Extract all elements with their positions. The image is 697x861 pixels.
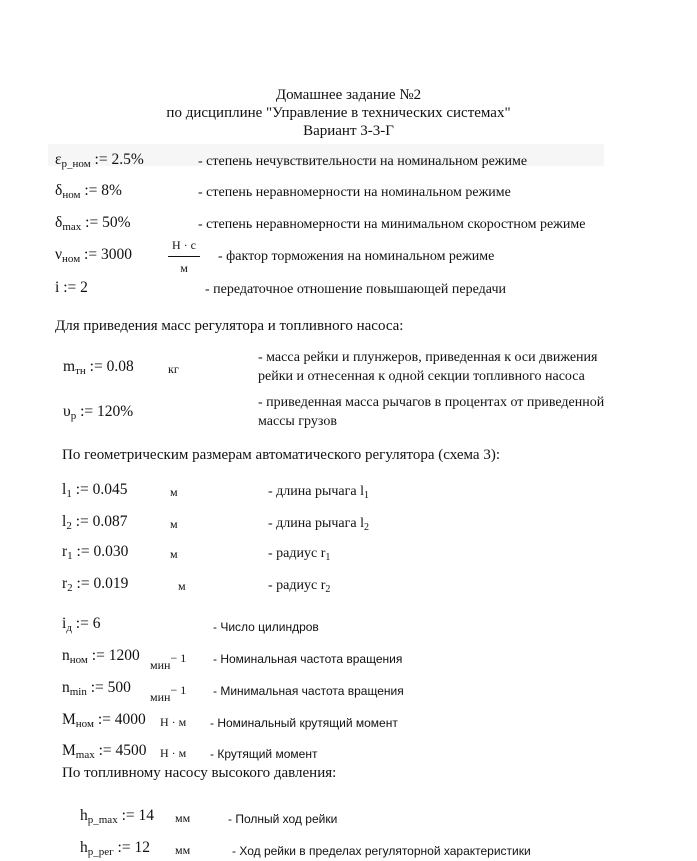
doc-subtitle: по дисциплине "Управление в технических системах" (166, 105, 511, 121)
variable-value: := 2 (59, 279, 88, 296)
comment-i (205, 280, 506, 299)
comment-text: - длина рычага l (268, 516, 364, 531)
variable-delta-nom (55, 182, 122, 201)
unit-label: мм (175, 811, 191, 825)
unit (160, 746, 186, 761)
section-header-pump: По топливному насосу высокого давления: (62, 765, 337, 781)
unit-label: Н · м (160, 715, 187, 729)
variable-subscript: ном (62, 253, 81, 265)
comment-eps-p-nom (198, 152, 527, 171)
comment-subscript: 2 (325, 584, 331, 595)
variable-subscript: ном (69, 654, 88, 666)
unit-label: м (170, 547, 178, 561)
variable-name: h (80, 839, 88, 856)
variable-value: := 0.019 (72, 575, 129, 592)
variable-value: := 0.030 (72, 543, 129, 560)
comment-r2 (268, 576, 330, 599)
variable-subscript: min (69, 686, 87, 698)
variable-l1 (62, 481, 128, 500)
comment-m-max (210, 745, 317, 764)
variable-subscript: p (70, 410, 77, 422)
comment-text: - фактор торможения на номинальном режиме (218, 249, 495, 264)
doc-variant: Вариант 3-3-Г (303, 123, 394, 139)
variable-name: M (62, 711, 76, 728)
comment-text: - Число цилиндров (213, 620, 319, 634)
comment-l1 (268, 482, 369, 505)
variable-value: := 4000 (93, 711, 146, 728)
variable-name: l (62, 513, 67, 530)
variable-name: δ (55, 214, 63, 231)
unit-numerator: Н · с (168, 238, 200, 257)
comment-nu-nom (218, 247, 494, 266)
comment-m-nom (210, 714, 398, 733)
variable-value: := 4500 (94, 742, 147, 759)
variable-value: := 3000 (80, 246, 132, 263)
unit (170, 517, 178, 532)
variable-value: := 0.08 (85, 358, 134, 375)
variable-name: ε (55, 151, 62, 168)
variable-r1 (62, 543, 128, 562)
comment-text-line2: рейки и отнесенная к одной секции топливного насоса (258, 369, 585, 384)
comment-text: - степень неравномерности на минимальном скоростном режиме (198, 217, 586, 232)
comment-n-nom (213, 650, 402, 669)
variable-name: ν (55, 246, 63, 263)
variable-name: n (62, 647, 70, 664)
comment-delta-nom (198, 183, 511, 202)
variable-subscript: ном (62, 189, 81, 201)
comment-text: - радиус r (268, 578, 326, 593)
unit-label: Н · м (160, 746, 187, 760)
unit (175, 811, 190, 826)
comment-subscript: 2 (363, 522, 369, 533)
comment-text: - Ход рейки в пределах регуляторной характеристики (232, 844, 531, 858)
unit (178, 579, 186, 594)
unit-exponent: − 1 (170, 651, 187, 665)
unit (168, 362, 179, 377)
variable-name: n (62, 679, 70, 696)
unit-label: мм (175, 843, 191, 857)
unit (150, 651, 186, 673)
comment-text-line2: массы грузов (258, 414, 337, 429)
variable-name: r (62, 543, 68, 560)
comment-subscript: 1 (363, 490, 369, 501)
variable-name: δ (55, 182, 63, 199)
comment-hp-reg (232, 842, 531, 861)
variable-value: := 0.087 (71, 513, 128, 530)
unit-label: м (170, 485, 178, 499)
unit-fraction (168, 238, 200, 276)
variable-value: := 0.045 (71, 481, 128, 498)
variable-subscript: p_max (87, 814, 118, 826)
comment-text: - степень нечувствительности на номинальном режиме (198, 154, 528, 169)
variable-hp-reg (80, 839, 150, 858)
variable-name: h (80, 807, 88, 824)
variable-subscript: ном (75, 718, 94, 730)
unit (160, 715, 186, 730)
variable-subscript: p_ном (61, 158, 91, 170)
comment-r1 (268, 544, 330, 567)
variable-subscript: 1 (67, 550, 73, 562)
comment-text: - радиус r (268, 546, 326, 561)
variable-subscript: д (66, 622, 72, 634)
variable-name: i (62, 615, 67, 632)
variable-value: := 8% (80, 182, 122, 199)
comment-text: - Крутящий момент (210, 747, 318, 761)
variable-m-max (62, 742, 147, 761)
section-header-mass: Для приведения масс регулятора и топливного насоса: (55, 318, 404, 334)
variable-name: r (62, 575, 68, 592)
comment-text: - Номинальный крутящий момент (210, 716, 398, 730)
unit-label: мин (150, 690, 171, 704)
variable-nu-nom (55, 246, 132, 265)
comment-text: - Номинальная частота вращения (213, 652, 403, 666)
unit-exponent: − 1 (170, 683, 187, 697)
variable-subscript: 1 (66, 488, 72, 500)
variable-value: := 120% (76, 403, 134, 420)
unit-label: мин (150, 658, 171, 672)
variable-name: i (55, 279, 60, 296)
variable-value: := 50% (81, 214, 131, 231)
variable-value: := 6 (71, 615, 101, 632)
variable-hp-max (80, 807, 154, 826)
variable-value: := 500 (86, 679, 131, 696)
unit-denominator: м (180, 261, 188, 275)
variable-name: M (62, 742, 76, 759)
variable-subscript: тн (75, 365, 86, 377)
unit-label: м (170, 517, 178, 531)
variable-value: := 14 (117, 807, 155, 824)
comment-text: - Полный ход рейки (228, 812, 338, 826)
comment-upsilon-p (258, 393, 604, 431)
comment-m-tn (258, 348, 597, 386)
variable-n-nom (62, 647, 140, 666)
variable-upsilon-p (63, 403, 133, 422)
unit (170, 485, 178, 500)
variable-subscript: 2 (66, 520, 72, 532)
variable-value: := 12 (113, 839, 150, 856)
comment-text: - приведенная масса рычагов в процентах от приведенной (258, 395, 605, 410)
unit-label: кг (168, 362, 179, 376)
unit (150, 683, 186, 705)
variable-subscript: 2 (67, 582, 73, 594)
comment-l2 (268, 514, 369, 537)
variable-name: υ (63, 403, 71, 420)
variable-subscript: max (62, 221, 82, 233)
unit-label: м (178, 579, 186, 593)
variable-m-tn (63, 358, 134, 377)
variable-delta-max (55, 214, 130, 233)
unit (170, 547, 178, 562)
variable-m-nom (62, 711, 146, 730)
variable-name: l (62, 481, 67, 498)
variable-value: := 1200 (87, 647, 140, 664)
variable-subscript: max (75, 749, 95, 761)
comment-hp-max (228, 810, 337, 829)
comment-text: - Минимальная частота вращения (213, 684, 404, 698)
comment-n-min (213, 682, 404, 701)
comment-i-d (213, 618, 319, 637)
comment-text: - степень неравномерности на номинальном режиме (198, 185, 511, 200)
variable-value: := 2.5% (90, 151, 144, 168)
comment-text: - передаточное отношение повышающей передачи (205, 282, 506, 297)
comment-delta-max (198, 215, 585, 234)
variable-subscript: p_рег (87, 846, 114, 858)
comment-subscript: 1 (325, 552, 331, 563)
variable-i (55, 279, 88, 297)
unit (175, 843, 190, 858)
variable-i-d (62, 615, 100, 634)
variable-name: m (63, 358, 76, 375)
section-header-geometry: По геометрическим размерам автоматического регулятора (схема 3): (62, 447, 501, 463)
variable-n-min (62, 679, 131, 698)
variable-eps-p-nom (55, 151, 144, 170)
comment-text: - масса рейки и плунжеров, приведенная к оси движения (258, 350, 598, 365)
variable-l2 (62, 513, 128, 532)
variable-r2 (62, 575, 128, 594)
comment-text: - длина рычага l (268, 484, 364, 499)
doc-title: Домашнее задание №2 (275, 87, 422, 103)
